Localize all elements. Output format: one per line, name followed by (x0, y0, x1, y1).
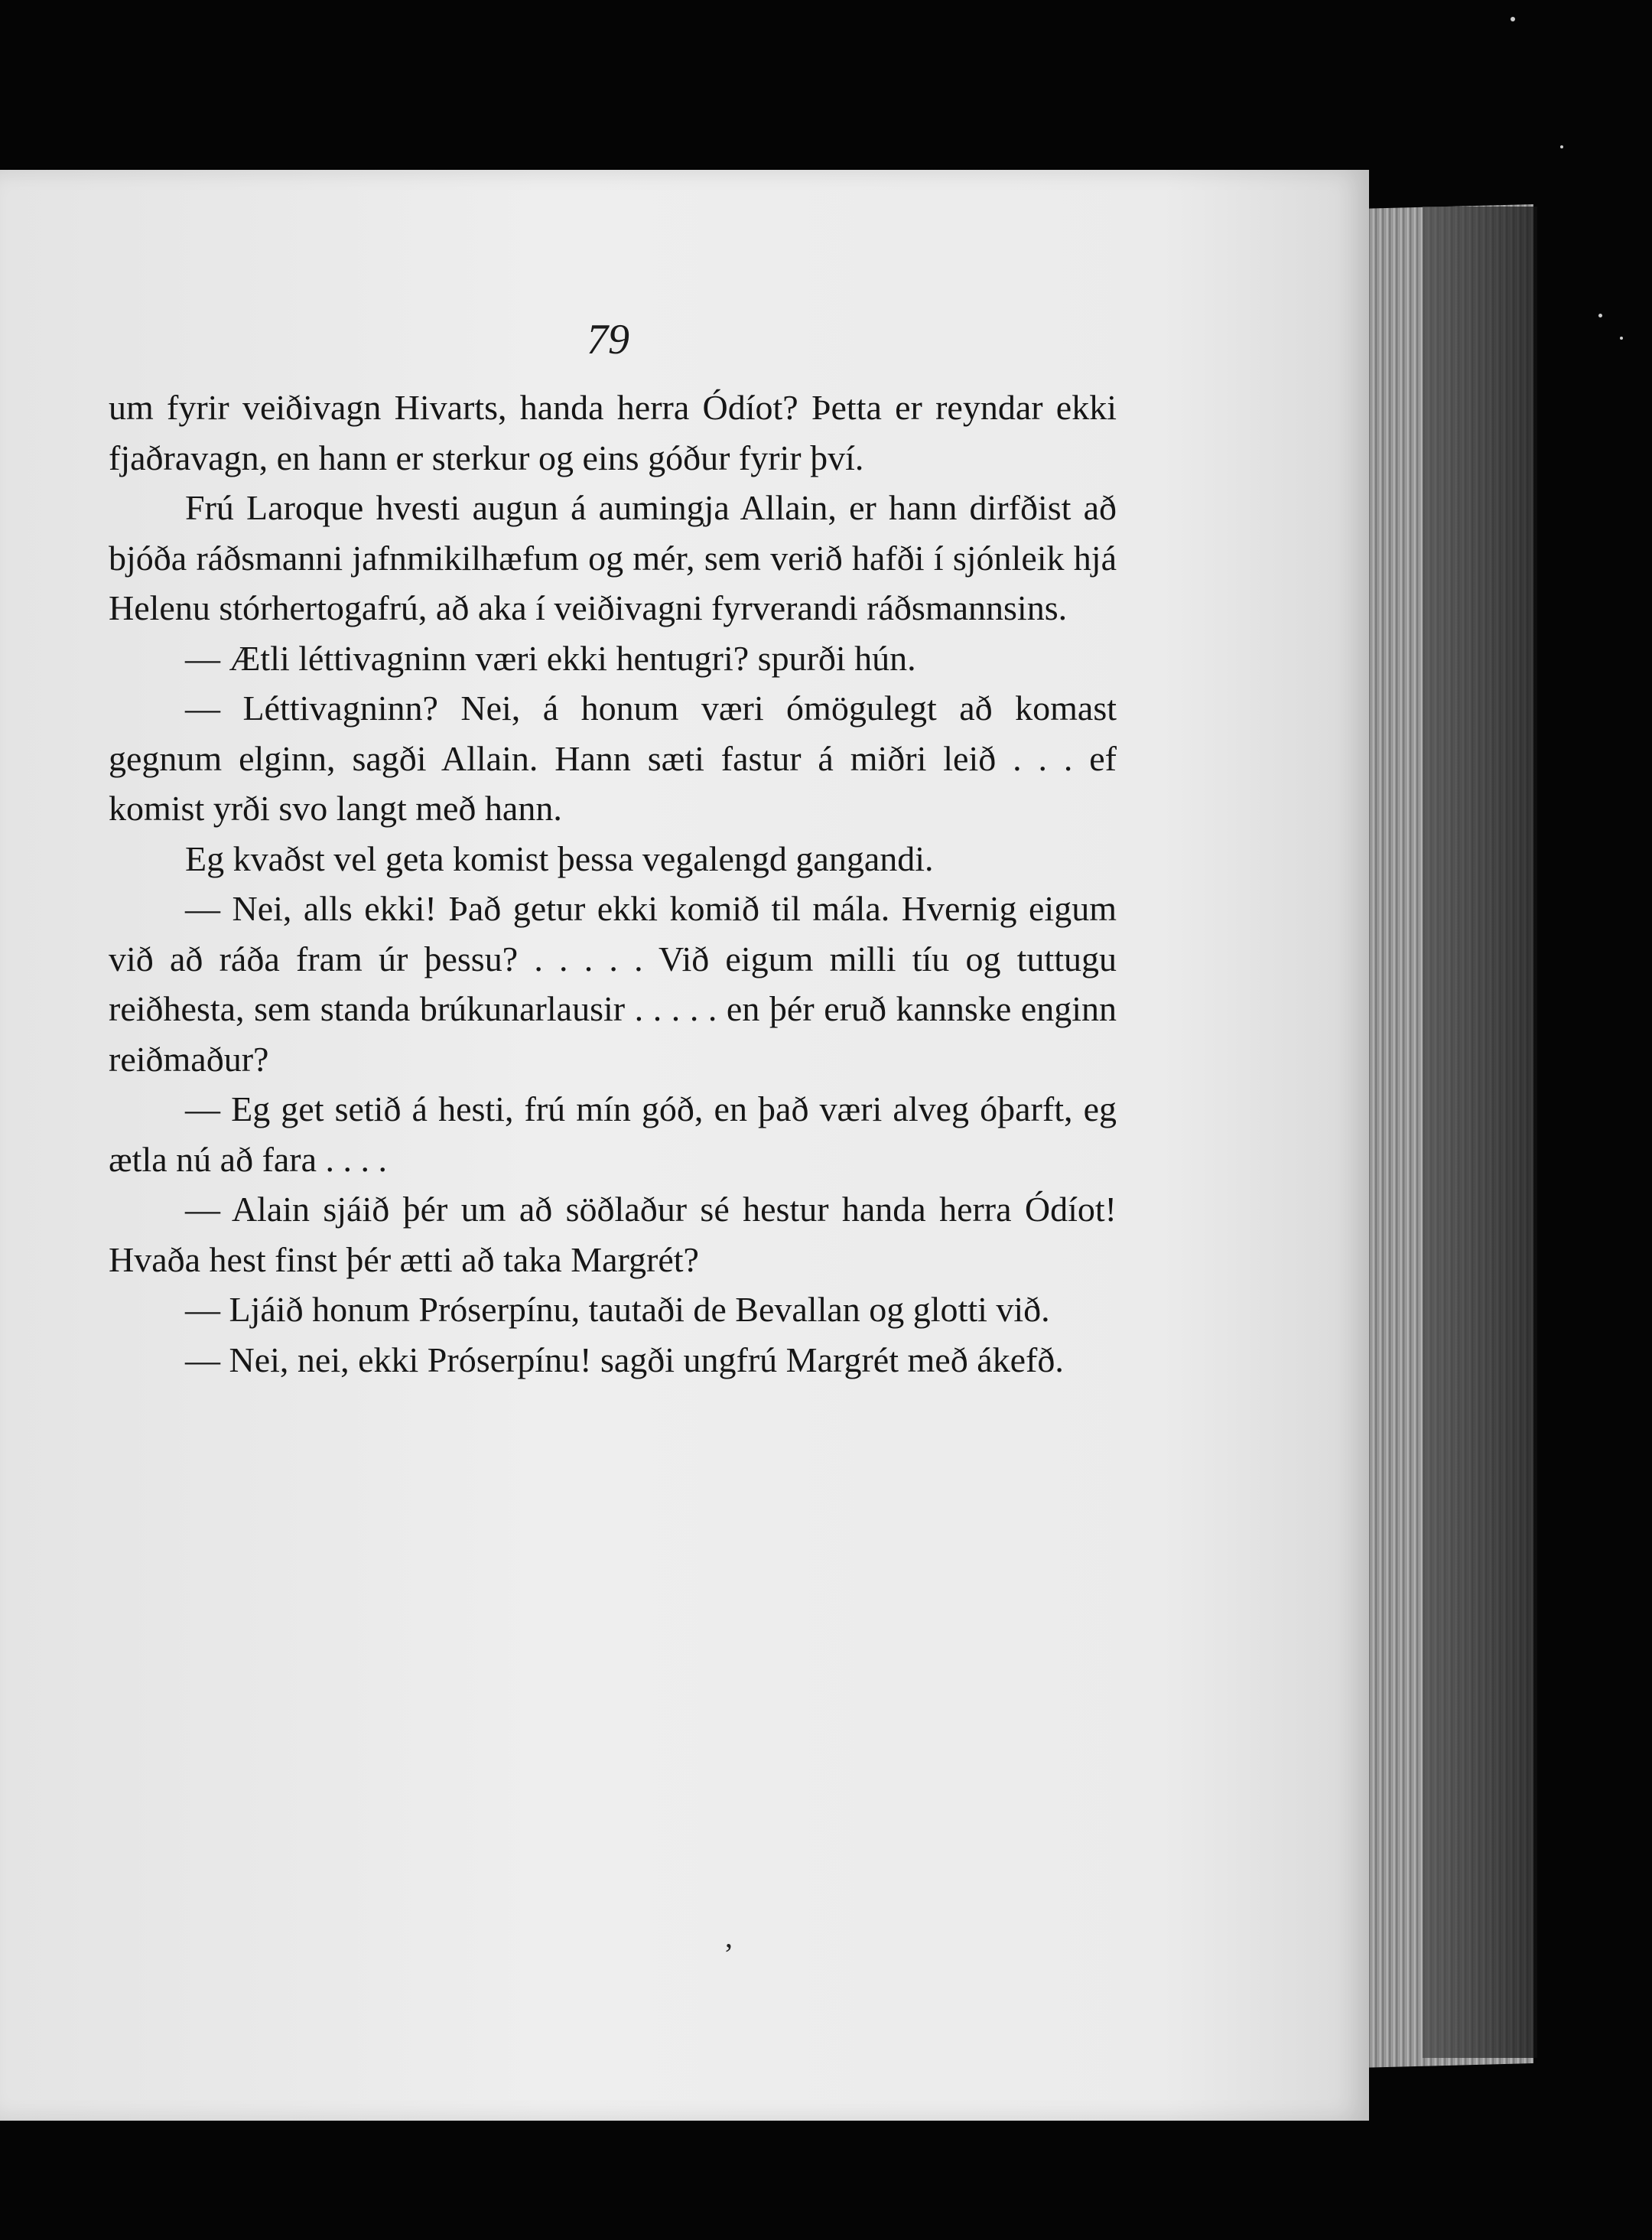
dust-speck (1560, 145, 1563, 148)
paragraph: — Alain sjáið þér um að söðlaður sé hestur handa herra Ódíot! Hvaða hest finst þér ætti að taka Margrét? (109, 1190, 1117, 1279)
paragraph: Frú Laroque hvesti augun á aumingja Allain, er hann dirfðist að bjóða ráðsmanni jafnmikilhæfum og mér, sem verið hafði í sjónleik hjá Helenu stórhertogafrú, að aka í veiðivagni fyrverandi ráðsmannsins. (109, 488, 1117, 627)
paragraph: — Ljáið honum Próserpínu, tautaði de Bevallan og glotti við. (185, 1290, 1050, 1329)
book-cover-edge (1423, 207, 1537, 2058)
paragraph: — Nei, nei, ekki Próserpínu! sagði ungfrú Margrét með ákefð. (185, 1340, 1064, 1379)
paragraph: — Eg get setið á hesti, frú mín góð, en það væri alveg óþarft, eg ætla nú að fara . . . . (109, 1089, 1117, 1179)
dust-speck (1511, 17, 1515, 21)
bottom-mark: ‚ (724, 1919, 734, 1954)
paragraph: — Léttivagninn? Nei, á honum væri ómögulegt að komast gegnum elginn, sagði Allain. Hann sæti fastur á miðri leið . . . ef komist yrði svo langt með hann. (109, 689, 1117, 828)
paragraph: Eg kvaðst vel geta komist þessa vegalengd gangandi. (185, 838, 934, 878)
paragraph: — Ætli léttivagninn væri ekki hentugri? spurði hún. (185, 638, 916, 678)
page-number: 79 (587, 316, 629, 363)
page-text (109, 383, 1117, 1385)
dust-speck (1598, 314, 1602, 317)
dust-speck (1620, 337, 1623, 340)
paragraph: — Nei, alls ekki! Það getur ekki komið til mála. Hvernig eigum við að ráða fram úr þessu? . . . . . Við eigum milli tíu og tuttugu reiðhesta, sem standa brúkunarlausir . . . . . en þér eruð kannske enginn reiðmaður? (109, 889, 1117, 1079)
paragraph: um fyrir veiðivagn Hivarts, handa herra Ódíot? Þetta er reyndar ekki fjaðravagn, en hann er sterkur og eins góður fyrir því. (109, 388, 1117, 477)
